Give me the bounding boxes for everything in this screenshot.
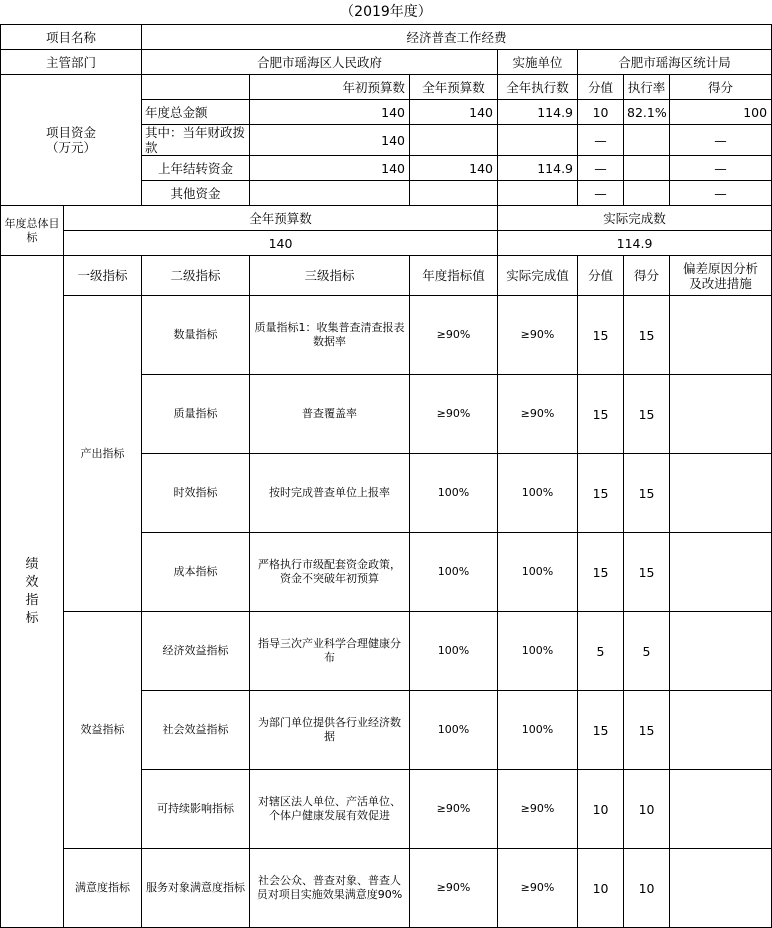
funds-row-rate — [624, 181, 670, 206]
unit-label: 实施单位 — [498, 50, 578, 75]
group-benefit: 效益指标 — [64, 612, 142, 849]
perf-actual: ≥90% — [498, 296, 578, 375]
perf-level2: 质量指标 — [142, 375, 250, 454]
funds-row-executed: 114.9 — [498, 156, 578, 181]
perf-actual: 100% — [498, 454, 578, 533]
funds-header-blank — [142, 75, 250, 100]
perf-level3: 普查覆盖率 — [250, 375, 410, 454]
perf-actual: ≥90% — [498, 849, 578, 928]
perf-level2: 数量指标 — [142, 296, 250, 375]
funds-row-annual — [410, 181, 498, 206]
perf-level3: 为部门单位提供各行业经济数据 — [250, 691, 410, 770]
funds-header-weight: 分值 — [578, 75, 624, 100]
perf-reason — [670, 533, 772, 612]
perf-header-score: 得分 — [624, 256, 670, 296]
funds-label — [1, 75, 142, 206]
perf-level2: 服务对象满意度指标 — [142, 849, 250, 928]
funds-row-annual: 140 — [410, 100, 498, 125]
perf-header-reason — [670, 256, 772, 296]
funds-row-annual — [410, 125, 498, 156]
perf-reason — [670, 691, 772, 770]
perf-level3: 按时完成普查单位上报率 — [250, 454, 410, 533]
overall-actual-label: 实际完成数 — [498, 206, 772, 231]
performance-table — [0, 24, 772, 928]
funds-row-executed: 114.9 — [498, 100, 578, 125]
funds-label-line1: 项目资金 — [46, 125, 97, 140]
table-row — [1, 296, 772, 375]
perf-target: 100% — [410, 533, 498, 612]
perf-actual: ≥90% — [498, 770, 578, 849]
funds-row-initial — [250, 181, 410, 206]
funds-row-label: 其他资金 — [142, 181, 250, 206]
perf-actual: 100% — [498, 612, 578, 691]
perf-level2: 经济效益指标 — [142, 612, 250, 691]
project-name-value: 经济普查工作经费 — [142, 25, 772, 50]
perf-reason — [670, 375, 772, 454]
perf-actual: 100% — [498, 533, 578, 612]
funds-row-label: 上年结转资金 — [142, 156, 250, 181]
funds-row-rate — [624, 156, 670, 181]
perf-reason — [670, 612, 772, 691]
perf-level2: 社会效益指标 — [142, 691, 250, 770]
unit-value: 合肥市瑶海区统计局 — [578, 50, 772, 75]
project-name-label: 项目名称 — [1, 25, 142, 50]
perf-section-label-text: 绩效指标 — [25, 556, 39, 626]
funds-row-label: 其中：当年财政拨款 — [142, 125, 250, 156]
funds-header-executed: 全年执行数 — [498, 75, 578, 100]
perf-score: 10 — [624, 770, 670, 849]
funds-row-initial: 140 — [250, 156, 410, 181]
perf-reason — [670, 454, 772, 533]
perf-target: 100% — [410, 454, 498, 533]
funds-header-annual: 全年预算数 — [410, 75, 498, 100]
perf-score: 5 — [624, 612, 670, 691]
perf-weight: 15 — [578, 454, 624, 533]
perf-weight: 15 — [578, 691, 624, 770]
perf-level3: 质量指标1：收集普查清查报表数据率 — [250, 296, 410, 375]
perf-target: 100% — [410, 691, 498, 770]
group-output: 产出指标 — [64, 296, 142, 612]
perf-header-actual: 实际完成值 — [498, 256, 578, 296]
funds-row-initial: 140 — [250, 125, 410, 156]
funds-row-score: — — [670, 125, 772, 156]
perf-actual: 100% — [498, 691, 578, 770]
funds-row-rate: 82.1% — [624, 100, 670, 125]
perf-level2: 可持续影响指标 — [142, 770, 250, 849]
perf-level3: 严格执行市级配套资金政策，资金不突破年初预算 — [250, 533, 410, 612]
perf-weight: 10 — [578, 849, 624, 928]
perf-header-reason-line1: 偏差原因分析 — [683, 260, 759, 276]
funds-row-weight: 10 — [578, 100, 624, 125]
dept-value: 合肥市瑶海区人民政府 — [142, 50, 498, 75]
overall-label: 年度总体目标 — [1, 206, 64, 256]
overall-budget-value: 140 — [64, 231, 498, 256]
perf-level2: 成本指标 — [142, 533, 250, 612]
perf-header-reason-line2: 及改进措施 — [689, 275, 752, 291]
funds-header-rate: 执行率 — [624, 75, 670, 100]
perf-weight: 15 — [578, 375, 624, 454]
perf-weight: 15 — [578, 533, 624, 612]
funds-header-initial: 年初预算数 — [250, 75, 410, 100]
perf-level3: 社会公众、普查对象、普查人员对项目实施效果满意度90% — [250, 849, 410, 928]
perf-target: ≥90% — [410, 375, 498, 454]
funds-label-line2: （万元） — [46, 140, 97, 155]
funds-row-score: 100 — [670, 100, 772, 125]
group-satisfaction: 满意度指标 — [64, 849, 142, 928]
perf-target: ≥90% — [410, 849, 498, 928]
funds-row-weight: — — [578, 125, 624, 156]
perf-score: 15 — [624, 533, 670, 612]
funds-row-weight: — — [578, 181, 624, 206]
perf-section-label — [1, 256, 64, 928]
funds-row-executed — [498, 181, 578, 206]
funds-row-score: — — [670, 181, 772, 206]
perf-weight: 10 — [578, 770, 624, 849]
perf-header-level1: 一级指标 — [64, 256, 142, 296]
perf-header-weight: 分值 — [578, 256, 624, 296]
overall-actual-value: 114.9 — [498, 231, 772, 256]
funds-row-weight: — — [578, 156, 624, 181]
perf-level3: 对辖区法人单位、产活单位、个体户健康发展有效促进 — [250, 770, 410, 849]
perf-header-level2: 二级指标 — [142, 256, 250, 296]
perf-target: 100% — [410, 612, 498, 691]
funds-row-rate — [624, 125, 670, 156]
perf-weight: 15 — [578, 296, 624, 375]
dept-label: 主管部门 — [1, 50, 142, 75]
perf-reason — [670, 849, 772, 928]
table-row — [1, 612, 772, 691]
funds-header-score: 得分 — [670, 75, 772, 100]
funds-row-initial: 140 — [250, 100, 410, 125]
perf-actual: ≥90% — [498, 375, 578, 454]
perf-score: 15 — [624, 454, 670, 533]
funds-row-label: 年度总金额 — [142, 100, 250, 125]
perf-score: 15 — [624, 691, 670, 770]
perf-header-target: 年度指标值 — [410, 256, 498, 296]
funds-row-annual: 140 — [410, 156, 498, 181]
funds-row-score: — — [670, 156, 772, 181]
table-row — [1, 849, 772, 928]
perf-level3: 指导三次产业科学合理健康分布 — [250, 612, 410, 691]
perf-weight: 5 — [578, 612, 624, 691]
perf-score: 10 — [624, 849, 670, 928]
perf-level2: 时效指标 — [142, 454, 250, 533]
perf-header-level3: 三级指标 — [250, 256, 410, 296]
perf-reason — [670, 296, 772, 375]
funds-row-executed — [498, 125, 578, 156]
perf-target: ≥90% — [410, 770, 498, 849]
perf-score: 15 — [624, 296, 670, 375]
perf-reason — [670, 770, 772, 849]
perf-score: 15 — [624, 375, 670, 454]
page-title: （2019年度） — [340, 4, 432, 20]
perf-target: ≥90% — [410, 296, 498, 375]
overall-budget-label: 全年预算数 — [64, 206, 498, 231]
